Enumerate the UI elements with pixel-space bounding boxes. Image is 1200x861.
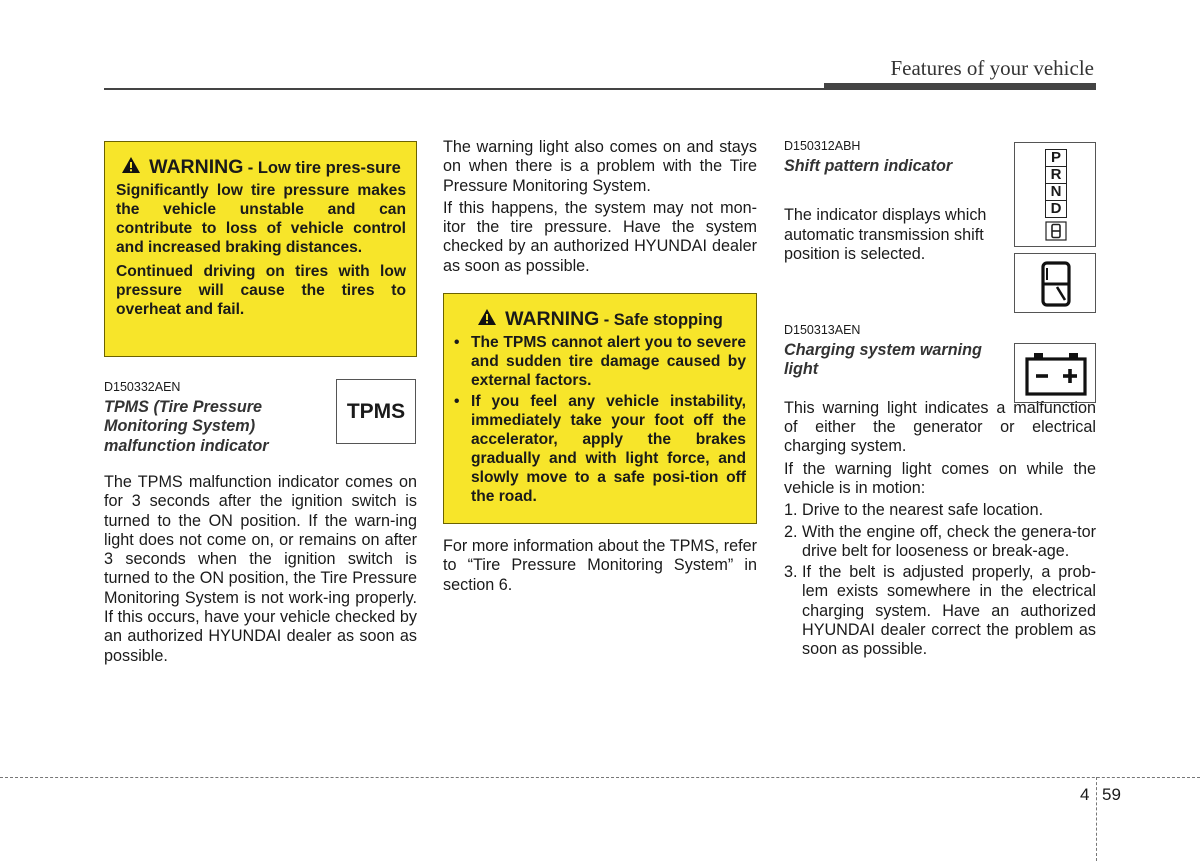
step-item: [784, 523, 1096, 562]
warning-paragraph: Continued driving on tires with low pressure will cause the tires to overheat and fail.: [116, 263, 406, 318]
section-heading-tpms: TPMS (Tire Pressure Monitoring System) malfunction indicator: [104, 398, 269, 455]
gear-letter-n: N: [1046, 184, 1066, 201]
seven-segment-digit-icon: [1039, 260, 1073, 308]
warning-subtitle: - Low tire pres-sure: [247, 159, 401, 177]
step-number: 1.: [784, 501, 798, 520]
header-rule-accent: [824, 83, 1096, 90]
step-item: [784, 501, 1096, 520]
page-number: 59: [1102, 785, 1121, 804]
body-paragraph: If this happens, the system may not mon-itor the tire pressure. Have the system checked by an authorized HYUNDAI dealer as soon as possible.: [443, 198, 757, 275]
tpms-body-text: The TPMS malfunction indicator comes on for 3 seconds after the ignition switch is turned to the ON position. If the warn-ing light does not come on, or remains on after 3 seconds when the ignition switch is turned to the ON position, the Tire Pressure Monitoring System is not work-ing properly. If this occurs, have your vehicle checked by an authorized HYUNDAI dealer as soon as possible.: [104, 473, 417, 665]
warning-box-low-tire-pressure: [104, 141, 417, 357]
section-heading-charging-system: Charging system warning light: [784, 341, 982, 379]
column-1: [104, 138, 417, 669]
shift-pattern-indicator-figure: [1014, 142, 1096, 247]
prnd-letters: [1045, 149, 1067, 218]
section-heading-shift-pattern: Shift pattern indicator: [784, 157, 953, 175]
body-paragraph: The warning light also comes on and stays on when there is a problem with the Tire Pressure Monitoring System.: [443, 138, 757, 195]
gear-letter-r: R: [1046, 167, 1066, 184]
tpms-icon-label: TPMS: [346, 399, 406, 423]
step-text: With the engine off, check the genera-tor drive belt for looseness or break-age.: [802, 522, 1096, 560]
warning-triangle-icon: [477, 308, 497, 326]
shift-indicator-text: The indicator displays which automatic transmission shift position is selected.: [784, 206, 987, 263]
column-2: [443, 138, 757, 598]
footer-divider: [1096, 777, 1097, 861]
warning-bullet: • If you feel any vehicle instability, immediately take your foot off the accelerator, apply the brakes gradually and with light force, and slowly move to a safe posi-tion off the road.: [454, 392, 746, 506]
charging-warning-figure: [1014, 343, 1096, 403]
body-paragraph: For more information about the TPMS, refer to “Tire Pressure Monitoring System” in section 6.: [443, 537, 757, 594]
warning-subtitle: - Safe stopping: [603, 311, 723, 330]
gear-letter-d: D: [1050, 200, 1062, 217]
tpms-indicator-icon: [336, 379, 416, 444]
step-number: 2.: [784, 522, 798, 541]
warning-title: [454, 308, 746, 330]
warning-bullet: • The TPMS cannot alert you to severe and sudden tire damage caused by external factors.: [454, 333, 746, 390]
charging-body-text: If the warning light comes on while the vehicle is in motion:: [784, 459, 1096, 497]
charging-body-text: This warning light indicates a malfunction of either the generator or electrical charging system.: [784, 398, 1096, 456]
warning-label: WARNING: [505, 308, 600, 331]
header-rule: [104, 88, 824, 90]
section-code: D150332AEN: [104, 380, 181, 394]
gear-letter-p: P: [1046, 150, 1066, 167]
battery-icon: [1024, 351, 1088, 397]
warning-paragraph: Significantly low tire pressure makes the vehicle unstable and can contribute to loss of vehicle control and increased braking distances.: [116, 182, 406, 256]
warning-triangle-icon: [121, 156, 141, 174]
footer-rule: [0, 777, 1200, 778]
page-header-title: Features of your vehicle: [890, 56, 1094, 80]
gear-digit-display-figure: [1014, 253, 1096, 313]
step-item: [784, 563, 1096, 659]
warning-title: [116, 156, 406, 178]
section-code: D150313AEN: [784, 323, 861, 338]
step-text: If the belt is adjusted properly, a prob-lem exists somewhere in the electrical charging system. Have an authorized HYUNDAI dealer correct the problem as soon as possible.: [802, 563, 1096, 659]
seven-segment-small-icon: [1045, 221, 1067, 241]
warning-box-safe-stopping: [443, 293, 757, 524]
chapter-number: 4: [1080, 785, 1090, 804]
tpms-section-head: [104, 379, 417, 473]
section-code: D150312ABH: [784, 139, 861, 153]
warning-label: WARNING: [149, 156, 244, 178]
step-text: Drive to the nearest safe location.: [802, 501, 1044, 520]
step-number: 3.: [784, 563, 798, 582]
